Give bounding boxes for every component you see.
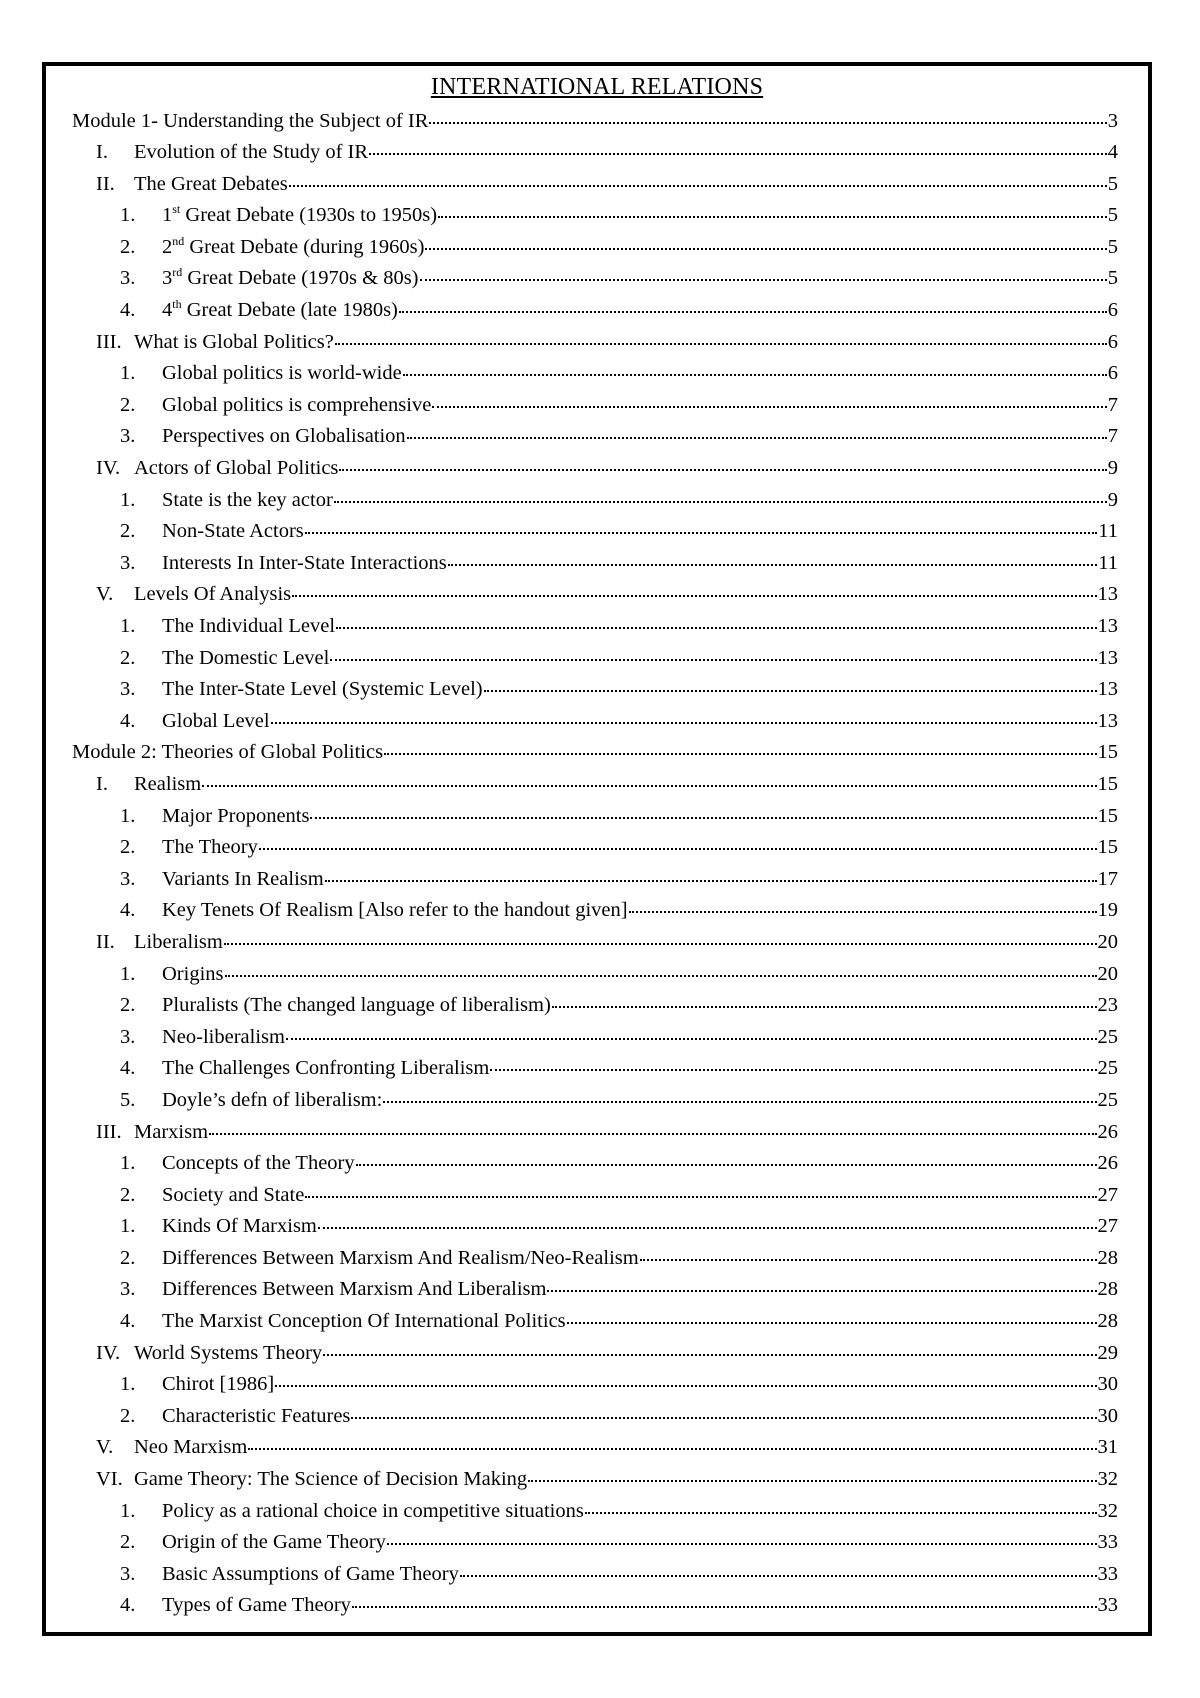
toc-entry-title: Non-State Actors xyxy=(162,520,304,543)
toc-entry-title: Differences Between Marxism And Liberalism xyxy=(162,1278,547,1301)
dot-leader xyxy=(352,1586,1097,1609)
toc-entry-page-number: 7 xyxy=(1107,425,1118,448)
toc-entry[interactable] xyxy=(72,578,1118,610)
toc-entry-number: 2. xyxy=(120,1183,136,1206)
dot-leader xyxy=(318,1207,1097,1230)
dot-leader xyxy=(528,1460,1096,1483)
toc-entry[interactable] xyxy=(72,1399,1118,1431)
toc-entry-title: Characteristic Features xyxy=(162,1404,351,1427)
document-title: INTERNATIONAL RELATIONS xyxy=(430,74,764,100)
toc-entry-title: Realism xyxy=(134,772,202,795)
toc-entry-number: 3. xyxy=(120,1025,136,1048)
toc-entry[interactable] xyxy=(72,673,1118,705)
dot-leader xyxy=(399,291,1107,314)
toc-entry-page-number: 13 xyxy=(1097,583,1118,606)
toc-entry-number: 4. xyxy=(120,1594,136,1617)
toc-entry-ordinal: 4 xyxy=(162,299,173,322)
toc-entry[interactable] xyxy=(72,1305,1118,1337)
toc-entry-page-number: 5 xyxy=(1107,172,1118,195)
toc-entry-page-number: 15 xyxy=(1097,804,1118,827)
toc-entry-title: Basic Assumptions of Game Theory xyxy=(162,1562,459,1585)
toc-entry[interactable] xyxy=(72,610,1118,642)
toc-entry-number: 2. xyxy=(120,994,136,1017)
toc-entry-title: Types of Game Theory xyxy=(162,1594,351,1617)
toc-entry-page-number: 11 xyxy=(1098,551,1118,574)
toc-entry-title: The Challenges Confronting Liberalism xyxy=(162,1057,490,1080)
toc-entry-page-number: 33 xyxy=(1097,1594,1118,1617)
toc-entry-title-text: Great Debate (late 1980s) xyxy=(181,299,398,322)
toc-entry-page-number: 31 xyxy=(1097,1436,1118,1459)
toc-entry-page-number: 23 xyxy=(1097,994,1118,1017)
toc-entry-title: Doyle’s defn of liberalism: xyxy=(162,1088,383,1111)
toc-entry-ordinal-suffix: rd xyxy=(172,265,183,280)
toc-entry[interactable] xyxy=(72,199,1118,231)
dot-leader xyxy=(305,512,1097,535)
toc-entry-title: Policy as a rational choice in competitive situations xyxy=(162,1499,584,1522)
toc-entry-number: 3. xyxy=(120,425,136,448)
toc-entry-page-number: 30 xyxy=(1097,1404,1118,1427)
toc-entry-number: IV. xyxy=(96,457,121,480)
toc-entry-ordinal: 2 xyxy=(162,235,173,258)
toc-entry-title xyxy=(162,236,424,259)
toc-entry[interactable] xyxy=(72,862,1118,894)
toc-entry[interactable] xyxy=(72,1494,1118,1526)
toc-entry[interactable] xyxy=(72,1083,1118,1115)
toc-entry-ordinal-suffix: nd xyxy=(172,234,185,249)
toc-entry-number: 4. xyxy=(120,709,136,732)
dot-leader xyxy=(356,1144,1097,1167)
toc-entry[interactable] xyxy=(72,799,1118,831)
toc-entry-page-number: 29 xyxy=(1097,1341,1118,1364)
toc-entry-title: Differences Between Marxism And Realism/Neo-Realism xyxy=(162,1246,639,1269)
toc-entry[interactable] xyxy=(72,104,1118,136)
toc-entry-page-number: 25 xyxy=(1097,1025,1118,1048)
dot-leader xyxy=(310,796,1096,819)
toc-entry-page-number: 15 xyxy=(1097,772,1118,795)
toc-entry[interactable] xyxy=(72,1526,1118,1558)
toc-entry-title: Neo Marxism xyxy=(134,1436,248,1459)
dot-leader xyxy=(305,1175,1096,1198)
dot-leader xyxy=(403,354,1107,377)
toc-entry-page-number: 9 xyxy=(1107,488,1118,511)
toc-entry[interactable] xyxy=(72,1178,1118,1210)
toc-entry-title: Global Level xyxy=(162,709,270,732)
toc-entry-number: I. xyxy=(96,141,108,164)
toc-entry-page-number: 13 xyxy=(1097,709,1118,732)
toc-entry[interactable] xyxy=(72,831,1118,863)
toc-entry-title xyxy=(162,267,419,290)
toc-entry-title: Interests In Inter-State Interactions xyxy=(162,551,447,574)
dot-leader xyxy=(275,1365,1096,1388)
toc-entry-title: Actors of Global Politics xyxy=(134,457,339,480)
toc-entry-title: Global politics is world-wide xyxy=(162,362,402,385)
dot-leader xyxy=(325,859,1097,882)
toc-entry-page-number: 30 xyxy=(1097,1373,1118,1396)
toc-entry-page-number: 27 xyxy=(1097,1183,1118,1206)
toc-entry-page-number: 32 xyxy=(1097,1499,1118,1522)
toc-entry-page-number: 6 xyxy=(1107,330,1118,353)
dot-leader xyxy=(407,417,1107,440)
toc-entry-number: 1. xyxy=(120,1152,136,1175)
toc-entry-ordinal-suffix: st xyxy=(172,202,181,217)
toc-entry-number: V. xyxy=(96,583,114,606)
toc-entry-title xyxy=(162,299,398,322)
dot-leader xyxy=(286,1017,1097,1040)
toc-entry-title: Liberalism xyxy=(134,930,223,953)
toc-entry-number: 2. xyxy=(120,646,136,669)
toc-entry[interactable] xyxy=(72,136,1118,168)
toc-entry-number: 1. xyxy=(120,615,136,637)
toc-entry-title: The Inter-State Level (Systemic Level) xyxy=(162,678,483,701)
toc-entry[interactable] xyxy=(72,262,1118,294)
toc-entry-page-number: 28 xyxy=(1097,1310,1118,1333)
dot-leader xyxy=(460,1554,1097,1577)
dot-leader xyxy=(292,575,1096,598)
toc-entry-page-number: 17 xyxy=(1097,867,1118,890)
toc-entry[interactable] xyxy=(72,1210,1118,1242)
toc-entry-title: The Marxist Conception Of International Politics xyxy=(162,1310,566,1333)
toc-entry-number: III. xyxy=(96,330,122,353)
toc-entry-title: Game Theory: The Science of Decision Making xyxy=(134,1468,528,1491)
toc-entry-page-number: 28 xyxy=(1097,1278,1118,1301)
toc-entry-number: 1. xyxy=(120,488,136,511)
toc-entry-page-number: 15 xyxy=(1097,741,1118,764)
toc-entry-page-number: 20 xyxy=(1097,930,1118,953)
toc-entry-title: Origins xyxy=(162,962,224,985)
toc-entry-page-number: 15 xyxy=(1097,836,1118,859)
toc-entry-number: 3. xyxy=(120,678,136,701)
toc-entry-number: 3. xyxy=(120,1562,136,1585)
toc-entry[interactable] xyxy=(72,1589,1118,1621)
toc-entry-number: 4. xyxy=(120,1310,136,1333)
dot-leader xyxy=(248,1428,1096,1451)
toc-entry-page-number: 7 xyxy=(1107,393,1118,416)
dot-leader xyxy=(567,1302,1097,1325)
toc-entry[interactable] xyxy=(72,1431,1118,1463)
table-of-contents xyxy=(72,104,1118,1621)
toc-entry-title: Variants In Realism xyxy=(162,867,324,890)
toc-entry[interactable] xyxy=(72,1052,1118,1084)
toc-entry-ordinal: 3 xyxy=(162,267,173,290)
toc-entry-page-number: 9 xyxy=(1107,457,1118,480)
dot-leader xyxy=(225,954,1097,977)
toc-entry[interactable] xyxy=(72,1147,1118,1179)
toc-entry-page-number: 25 xyxy=(1097,1088,1118,1111)
toc-entry-title: State is the key actor xyxy=(162,488,333,511)
toc-entry-number: I. xyxy=(96,772,108,795)
toc-entry-page-number: 26 xyxy=(1097,1120,1118,1143)
toc-entry-page-number: 27 xyxy=(1097,1215,1118,1238)
toc-entry-number: IV. xyxy=(96,1341,121,1364)
toc-entry-page-number: 11 xyxy=(1098,520,1118,543)
dot-leader xyxy=(432,385,1106,408)
dot-leader xyxy=(384,733,1096,756)
dot-leader xyxy=(323,1333,1096,1356)
toc-entry-page-number: 13 xyxy=(1097,615,1118,637)
toc-entry[interactable] xyxy=(72,1273,1118,1305)
dot-leader xyxy=(640,1238,1097,1261)
toc-entry[interactable] xyxy=(72,1115,1118,1147)
dot-leader xyxy=(209,1112,1096,1135)
toc-entry-ordinal: 1 xyxy=(162,204,173,227)
toc-entry[interactable] xyxy=(72,294,1118,326)
toc-entry-number: III. xyxy=(96,1120,122,1143)
toc-entry[interactable] xyxy=(72,1463,1118,1495)
toc-entry[interactable] xyxy=(72,230,1118,262)
toc-entry-page-number: 4 xyxy=(1107,141,1118,164)
toc-entry[interactable] xyxy=(72,767,1118,799)
toc-entry-number: 2. xyxy=(120,520,136,543)
toc-entry[interactable] xyxy=(72,452,1118,484)
toc-entry-ordinal-suffix: th xyxy=(172,297,182,312)
dot-leader xyxy=(383,1080,1096,1103)
toc-entry-title: Major Proponents xyxy=(162,804,310,827)
dot-leader xyxy=(425,227,1106,250)
toc-entry-page-number: 20 xyxy=(1097,962,1118,985)
toc-entry-title: World Systems Theory xyxy=(134,1341,323,1364)
toc-entry-title: Module 2: Theories of Global Politics xyxy=(72,741,384,764)
toc-entry-page-number: 25 xyxy=(1097,1057,1118,1080)
toc-entry-title-text: Great Debate (1930s to 1950s) xyxy=(180,204,438,227)
toc-entry-title: The Individual Level xyxy=(162,615,336,637)
dot-leader xyxy=(387,1523,1097,1546)
toc-entry-title: Key Tenets Of Realism [Also refer to the handout given] xyxy=(162,899,628,922)
toc-entry-page-number: 13 xyxy=(1097,678,1118,701)
toc-entry-title: The Theory xyxy=(162,836,258,859)
toc-entry-page-number: 26 xyxy=(1097,1152,1118,1175)
toc-entry[interactable] xyxy=(72,420,1118,452)
toc-entry-title: Chirot [1986] xyxy=(162,1373,275,1396)
dot-leader xyxy=(490,1049,1096,1072)
toc-entry[interactable] xyxy=(72,1557,1118,1589)
toc-entry-title-text: Great Debate (1970s & 80s) xyxy=(182,267,419,290)
dot-leader xyxy=(259,828,1097,851)
toc-entry-title: The Domestic Level xyxy=(162,646,330,669)
dot-leader xyxy=(336,607,1096,630)
toc-entry[interactable] xyxy=(72,1241,1118,1273)
dot-leader xyxy=(438,196,1107,219)
dot-leader xyxy=(271,701,1097,724)
dot-leader xyxy=(629,891,1097,914)
toc-entry[interactable] xyxy=(72,515,1118,547)
toc-entry[interactable] xyxy=(72,641,1118,673)
toc-entry-number: 2. xyxy=(120,1404,136,1427)
dot-leader xyxy=(585,1491,1097,1514)
toc-entry-title: Neo-liberalism xyxy=(162,1025,285,1048)
toc-entry-number: 3. xyxy=(120,1278,136,1301)
dot-leader xyxy=(429,101,1106,124)
dot-leader xyxy=(334,480,1107,503)
dot-leader xyxy=(335,322,1107,345)
dot-leader xyxy=(484,670,1097,693)
toc-entry[interactable] xyxy=(72,357,1118,389)
toc-entry-number: VI. xyxy=(96,1468,123,1491)
dot-leader xyxy=(330,638,1096,661)
toc-entry-title-text: Great Debate (during 1960s) xyxy=(184,235,425,258)
toc-entry[interactable] xyxy=(72,1336,1118,1368)
toc-entry-number: 2. xyxy=(120,235,136,258)
toc-entry[interactable] xyxy=(72,704,1118,736)
toc-entry-page-number: 33 xyxy=(1097,1531,1118,1554)
toc-entry-page-number: 13 xyxy=(1097,646,1118,669)
toc-entry-page-number: 33 xyxy=(1097,1562,1118,1585)
toc-entry-number: 4. xyxy=(120,1057,136,1080)
toc-entry-number: 1. xyxy=(120,1373,136,1396)
toc-entry-number: 1. xyxy=(120,804,136,827)
toc-entry-number: 1. xyxy=(120,204,136,227)
toc-entry-page-number: 5 xyxy=(1107,204,1118,227)
toc-page-border xyxy=(42,62,1152,1636)
toc-entry-title: Concepts of the Theory xyxy=(162,1152,355,1175)
dot-leader xyxy=(289,164,1107,187)
toc-entry-page-number: 6 xyxy=(1107,299,1118,322)
toc-entry[interactable] xyxy=(72,388,1118,420)
toc-entry-number: 1. xyxy=(120,1215,136,1238)
toc-entry-number: 2. xyxy=(120,1246,136,1269)
dot-leader xyxy=(224,922,1097,945)
toc-entry[interactable] xyxy=(72,925,1118,957)
dot-leader xyxy=(202,764,1096,787)
toc-entry-title: Marxism xyxy=(134,1120,209,1143)
toc-entry-number: V. xyxy=(96,1436,114,1459)
toc-entry-number: 3. xyxy=(120,551,136,574)
toc-entry[interactable] xyxy=(72,167,1118,199)
toc-entry-title: Evolution of the Study of IR xyxy=(134,141,369,164)
toc-entry-number: 3. xyxy=(120,867,136,890)
toc-entry[interactable] xyxy=(72,736,1118,768)
toc-entry-number: 1. xyxy=(120,962,136,985)
toc-entry-number: II. xyxy=(96,172,115,195)
toc-entry-page-number: 32 xyxy=(1097,1468,1118,1491)
dot-leader xyxy=(552,986,1097,1009)
toc-entry-page-number: 19 xyxy=(1097,899,1118,922)
toc-entry[interactable] xyxy=(72,989,1118,1021)
dot-leader xyxy=(448,543,1097,566)
toc-entry-page-number: 28 xyxy=(1097,1246,1118,1269)
toc-entry-number: 5. xyxy=(120,1088,136,1111)
toc-entry[interactable] xyxy=(72,1368,1118,1400)
toc-entry[interactable] xyxy=(72,957,1118,989)
toc-entry-number: II. xyxy=(96,930,115,953)
toc-entry-title: Global politics is comprehensive xyxy=(162,393,432,416)
toc-entry[interactable] xyxy=(72,483,1118,515)
toc-entry-title: Kinds Of Marxism xyxy=(162,1215,317,1238)
toc-entry-title: Society and State xyxy=(162,1183,305,1206)
toc-entry-title: Levels Of Analysis xyxy=(134,583,292,606)
toc-entry-title xyxy=(162,204,437,227)
toc-entry-number: 2. xyxy=(120,836,136,859)
toc-entry[interactable] xyxy=(72,894,1118,926)
toc-entry-number: 1. xyxy=(120,1499,136,1522)
toc-entry-number: 2. xyxy=(120,1531,136,1554)
toc-entry[interactable] xyxy=(72,325,1118,357)
toc-entry[interactable] xyxy=(72,1020,1118,1052)
toc-entry[interactable] xyxy=(72,546,1118,578)
toc-entry-title: Origin of the Game Theory xyxy=(162,1531,386,1554)
toc-entry-title: Module 1- Understanding the Subject of IR xyxy=(72,109,429,132)
dot-leader xyxy=(547,1270,1096,1293)
toc-entry-title: What is Global Politics? xyxy=(134,330,334,353)
toc-entry-title: Perspectives on Globalisation xyxy=(162,425,406,448)
toc-entry-title: The Great Debates xyxy=(134,172,288,195)
toc-entry-number: 1. xyxy=(120,362,136,385)
toc-entry-number: 4. xyxy=(120,899,136,922)
toc-entry-number: 2. xyxy=(120,393,136,416)
toc-entry-page-number: 5 xyxy=(1107,267,1118,290)
toc-entry-title: Pluralists (The changed language of liberalism) xyxy=(162,994,551,1017)
toc-entry-number: 4. xyxy=(120,299,136,322)
toc-entry-page-number: 6 xyxy=(1107,362,1118,385)
toc-entry-page-number: 5 xyxy=(1107,235,1118,258)
dot-leader xyxy=(369,133,1107,156)
dot-leader xyxy=(351,1396,1096,1419)
dot-leader xyxy=(339,449,1106,472)
toc-entry-number: 3. xyxy=(120,267,136,290)
toc-entry-page-number: 3 xyxy=(1107,109,1118,132)
dot-leader xyxy=(420,259,1107,282)
